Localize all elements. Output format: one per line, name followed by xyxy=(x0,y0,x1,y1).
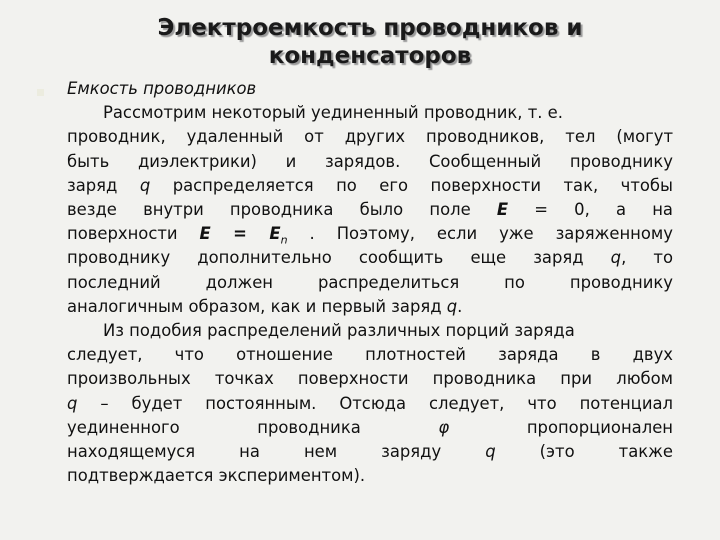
var-q: q xyxy=(139,175,151,195)
p2-line-6: находящемуся на нем заряду q (это также xyxy=(67,442,673,462)
var-En: E xyxy=(269,224,281,244)
var-q: q xyxy=(610,248,622,268)
p1-line-1: Рассмотрим некоторый уединенный проводник, т. е. xyxy=(103,103,563,123)
var-q: q xyxy=(67,393,78,413)
subheading: Емкость проводников xyxy=(67,79,257,98)
p2-line-2: следует, что отношение плотностей заряда в двух xyxy=(67,345,673,365)
var-q: q xyxy=(485,442,496,462)
slide-title xyxy=(110,14,630,70)
p1-line-6: поверхности $E = E_n$ . Поэтому, если уже заряженному xyxy=(67,224,673,247)
p1-line-8: последний должен распределиться по проводнику xyxy=(67,272,673,292)
var-E: E xyxy=(199,224,211,244)
p2-line-1: Из подобия распределений различных порций заряда xyxy=(103,321,575,341)
p1-line-9: аналогичным образом, как и первый заряд q. xyxy=(67,296,463,316)
p2-line-4: q – будет постоянным. Отсюда следует, что потенциал xyxy=(67,393,673,413)
p1-line-2: проводник, удаленный от других проводников, тел (могут xyxy=(67,127,673,147)
p1-line-5: везде внутри проводника было поле E = 0, а на xyxy=(67,200,673,220)
p2-line-3: произвольных точках поверхности проводника при любом xyxy=(67,369,673,389)
p1-line-3: быть диэлектрики) и зарядов. Сообщенный проводнику xyxy=(67,151,673,171)
var-En-subscript: n xyxy=(280,233,288,247)
var-q: q xyxy=(446,296,458,316)
var-E: E xyxy=(496,200,509,220)
title-line-2: конденсаторов xyxy=(268,43,472,69)
title-line-1: Электроемкость проводников и xyxy=(157,15,583,41)
p2-line-7: подтверждается экспериментом). xyxy=(67,466,366,486)
p2-line-5: уединенного проводника φ пропорционален xyxy=(67,417,673,437)
p1-line-7: проводнику дополнительно сообщить еще заряд q, то xyxy=(67,248,673,268)
body-text xyxy=(67,77,673,488)
bullet-marker xyxy=(37,89,44,96)
var-phi: φ xyxy=(438,417,450,437)
p1-line-4: заряд q распределяется по его поверхности так, чтобы xyxy=(67,175,673,195)
